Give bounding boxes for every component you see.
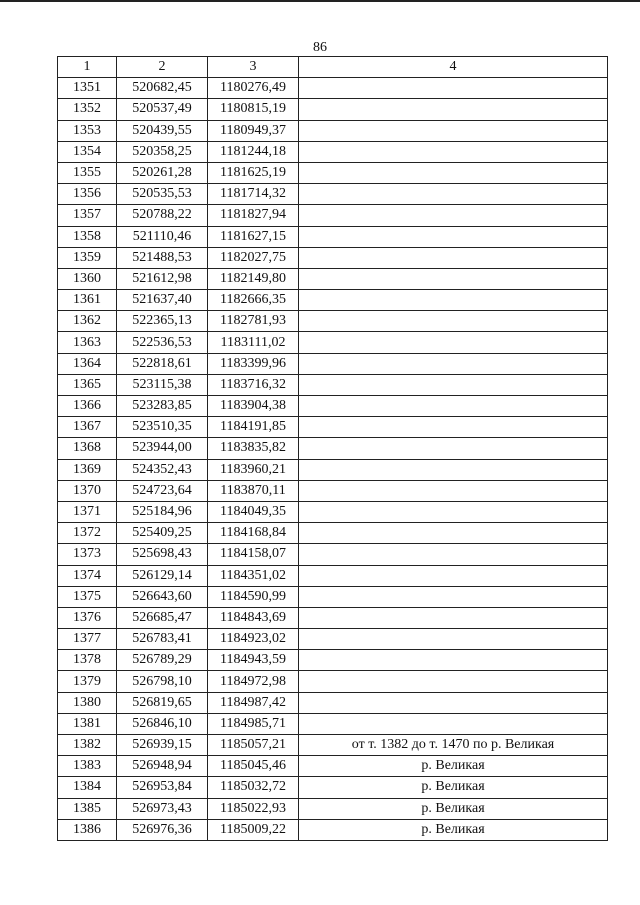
description-cell [299,713,608,734]
table-row [58,777,608,798]
table-row [58,99,608,120]
table-row [58,501,608,522]
x-coordinate-cell: 522536,53 [117,332,208,353]
x-coordinate-cell: 520788,22 [117,205,208,226]
description-cell [299,374,608,395]
x-coordinate-cell: 524352,43 [117,459,208,480]
x-coordinate-cell: 520439,55 [117,120,208,141]
point-number-cell: 1369 [58,459,117,480]
table-row [58,162,608,183]
y-coordinate-cell: 1184985,71 [208,713,299,734]
y-coordinate-cell: 1184843,69 [208,607,299,628]
y-coordinate-cell: 1183960,21 [208,459,299,480]
x-coordinate-cell: 523510,35 [117,417,208,438]
x-coordinate-cell: 526643,60 [117,586,208,607]
point-number-cell: 1356 [58,184,117,205]
x-coordinate-cell: 526953,84 [117,777,208,798]
description-cell [299,501,608,522]
column-header-4: 4 [299,57,608,78]
point-number-cell: 1362 [58,311,117,332]
description-cell [299,565,608,586]
y-coordinate-cell: 1182027,75 [208,247,299,268]
description-cell [299,353,608,374]
y-coordinate-cell: 1184943,59 [208,650,299,671]
y-coordinate-cell: 1185022,93 [208,798,299,819]
table-header-row [58,57,608,78]
scan-edge-line [0,0,640,2]
table-row [58,396,608,417]
y-coordinate-cell: 1182149,80 [208,268,299,289]
y-coordinate-cell: 1181627,15 [208,226,299,247]
table-row [58,798,608,819]
point-number-cell: 1357 [58,205,117,226]
y-coordinate-cell: 1184168,84 [208,523,299,544]
column-header-1: 1 [58,57,117,78]
point-number-cell: 1367 [58,417,117,438]
description-cell [299,247,608,268]
x-coordinate-cell: 522818,61 [117,353,208,374]
table-row [58,184,608,205]
description-cell [299,311,608,332]
point-number-cell: 1383 [58,756,117,777]
point-number-cell: 1373 [58,544,117,565]
x-coordinate-cell: 523944,00 [117,438,208,459]
x-coordinate-cell: 526783,41 [117,629,208,650]
table-row [58,819,608,840]
y-coordinate-cell: 1184987,42 [208,692,299,713]
y-coordinate-cell: 1183111,02 [208,332,299,353]
table-row [58,290,608,311]
description-cell [299,692,608,713]
y-coordinate-cell: 1185009,22 [208,819,299,840]
point-number-cell: 1375 [58,586,117,607]
point-number-cell: 1379 [58,671,117,692]
column-header-3: 3 [208,57,299,78]
point-number-cell: 1353 [58,120,117,141]
x-coordinate-cell: 526846,10 [117,713,208,734]
table-row [58,523,608,544]
description-cell: р. Великая [299,798,608,819]
point-number-cell: 1380 [58,692,117,713]
x-coordinate-cell: 520358,25 [117,141,208,162]
table-row [58,438,608,459]
table-row [58,417,608,438]
description-cell [299,78,608,99]
point-number-cell: 1371 [58,501,117,522]
y-coordinate-cell: 1184351,02 [208,565,299,586]
point-number-cell: 1364 [58,353,117,374]
y-coordinate-cell: 1180949,37 [208,120,299,141]
table-row [58,120,608,141]
table-row [58,332,608,353]
description-cell [299,523,608,544]
point-number-cell: 1352 [58,99,117,120]
description-cell [299,650,608,671]
point-number-cell: 1354 [58,141,117,162]
table-row [58,353,608,374]
coordinates-table [57,56,608,841]
table-row [58,247,608,268]
point-number-cell: 1386 [58,819,117,840]
description-cell: р. Великая [299,777,608,798]
y-coordinate-cell: 1181244,18 [208,141,299,162]
x-coordinate-cell: 520537,49 [117,99,208,120]
description-cell [299,671,608,692]
table-row [58,607,608,628]
point-number-cell: 1361 [58,290,117,311]
description-cell [299,141,608,162]
x-coordinate-cell: 526948,94 [117,756,208,777]
description-cell [299,586,608,607]
table-row [58,756,608,777]
description-cell [299,480,608,501]
table-row [58,650,608,671]
table-row [58,544,608,565]
point-number-cell: 1366 [58,396,117,417]
point-number-cell: 1372 [58,523,117,544]
y-coordinate-cell: 1183904,38 [208,396,299,417]
table-row [58,692,608,713]
y-coordinate-cell: 1180815,19 [208,99,299,120]
x-coordinate-cell: 526685,47 [117,607,208,628]
column-header-2: 2 [117,57,208,78]
y-coordinate-cell: 1183716,32 [208,374,299,395]
x-coordinate-cell: 526129,14 [117,565,208,586]
point-number-cell: 1381 [58,713,117,734]
description-cell [299,268,608,289]
point-number-cell: 1365 [58,374,117,395]
description-cell [299,290,608,311]
description-cell [299,459,608,480]
x-coordinate-cell: 525409,25 [117,523,208,544]
table-row [58,713,608,734]
description-cell [299,226,608,247]
y-coordinate-cell: 1181625,19 [208,162,299,183]
table-row [58,671,608,692]
description-cell: р. Великая [299,756,608,777]
point-number-cell: 1374 [58,565,117,586]
table-row [58,735,608,756]
y-coordinate-cell: 1184191,85 [208,417,299,438]
point-number-cell: 1384 [58,777,117,798]
y-coordinate-cell: 1182781,93 [208,311,299,332]
description-cell: от т. 1382 до т. 1470 по р. Великая [299,735,608,756]
x-coordinate-cell: 523115,38 [117,374,208,395]
x-coordinate-cell: 526973,43 [117,798,208,819]
x-coordinate-cell: 521488,53 [117,247,208,268]
point-number-cell: 1359 [58,247,117,268]
y-coordinate-cell: 1184923,02 [208,629,299,650]
point-number-cell: 1378 [58,650,117,671]
x-coordinate-cell: 525698,43 [117,544,208,565]
x-coordinate-cell: 523283,85 [117,396,208,417]
y-coordinate-cell: 1185032,72 [208,777,299,798]
table-row [58,374,608,395]
y-coordinate-cell: 1182666,35 [208,290,299,311]
x-coordinate-cell: 525184,96 [117,501,208,522]
table-body [58,78,608,841]
y-coordinate-cell: 1184590,99 [208,586,299,607]
x-coordinate-cell: 526939,15 [117,735,208,756]
x-coordinate-cell: 522365,13 [117,311,208,332]
table-row [58,311,608,332]
y-coordinate-cell: 1180276,49 [208,78,299,99]
y-coordinate-cell: 1183399,96 [208,353,299,374]
table-row [58,141,608,162]
x-coordinate-cell: 526976,36 [117,819,208,840]
description-cell [299,544,608,565]
point-number-cell: 1385 [58,798,117,819]
point-number-cell: 1368 [58,438,117,459]
x-coordinate-cell: 521110,46 [117,226,208,247]
x-coordinate-cell: 520682,45 [117,78,208,99]
y-coordinate-cell: 1184158,07 [208,544,299,565]
table-row [58,226,608,247]
y-coordinate-cell: 1183870,11 [208,480,299,501]
y-coordinate-cell: 1181827,94 [208,205,299,226]
y-coordinate-cell: 1185057,21 [208,735,299,756]
description-cell [299,607,608,628]
point-number-cell: 1358 [58,226,117,247]
point-number-cell: 1360 [58,268,117,289]
description-cell [299,629,608,650]
description-cell: р. Великая [299,819,608,840]
x-coordinate-cell: 526819,65 [117,692,208,713]
table-row [58,268,608,289]
table-row [58,205,608,226]
point-number-cell: 1377 [58,629,117,650]
table-row [58,565,608,586]
table-row [58,459,608,480]
table-row [58,586,608,607]
description-cell [299,162,608,183]
point-number-cell: 1355 [58,162,117,183]
y-coordinate-cell: 1185045,46 [208,756,299,777]
description-cell [299,417,608,438]
description-cell [299,99,608,120]
x-coordinate-cell: 526798,10 [117,671,208,692]
y-coordinate-cell: 1184972,98 [208,671,299,692]
description-cell [299,332,608,353]
x-coordinate-cell: 520535,53 [117,184,208,205]
x-coordinate-cell: 521637,40 [117,290,208,311]
description-cell [299,184,608,205]
table-row [58,78,608,99]
point-number-cell: 1351 [58,78,117,99]
point-number-cell: 1382 [58,735,117,756]
description-cell [299,205,608,226]
table-row [58,480,608,501]
x-coordinate-cell: 524723,64 [117,480,208,501]
table-row [58,629,608,650]
point-number-cell: 1370 [58,480,117,501]
point-number-cell: 1376 [58,607,117,628]
point-number-cell: 1363 [58,332,117,353]
description-cell [299,438,608,459]
y-coordinate-cell: 1181714,32 [208,184,299,205]
y-coordinate-cell: 1184049,35 [208,501,299,522]
description-cell [299,396,608,417]
page-number: 86 [313,40,327,55]
x-coordinate-cell: 526789,29 [117,650,208,671]
x-coordinate-cell: 521612,98 [117,268,208,289]
y-coordinate-cell: 1183835,82 [208,438,299,459]
description-cell [299,120,608,141]
x-coordinate-cell: 520261,28 [117,162,208,183]
